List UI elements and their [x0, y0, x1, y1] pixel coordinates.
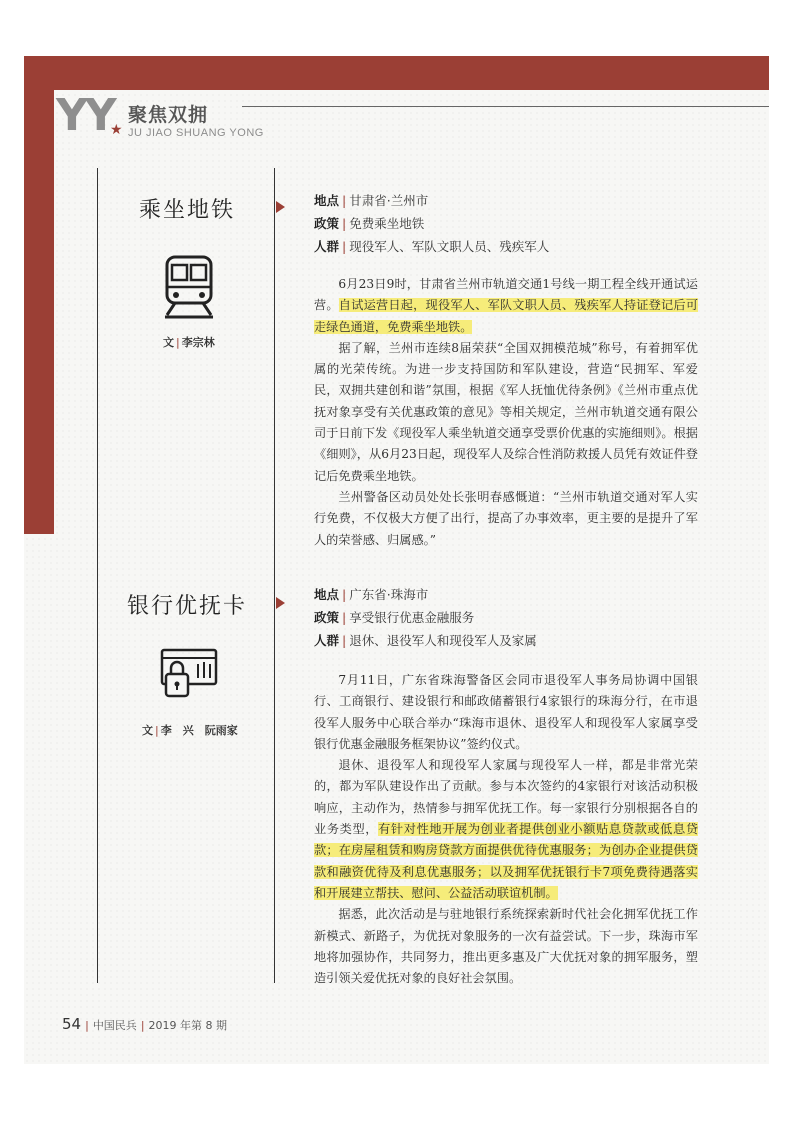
page-number: 54 — [62, 1015, 82, 1033]
meta-key: 地点 — [314, 193, 340, 208]
meta-location: 地点 | 甘肃省·兰州市 — [314, 193, 429, 208]
byline-author: 李宗林 — [181, 336, 215, 349]
article-title: 乘坐地铁 — [138, 198, 235, 223]
highlighted-text: 有针对性地开展为创业者提供创业小额贴息贷款或低息贷款；在房屋租赁和购房贷款方面提供优待优惠服务；为创办企业提供贷款和融资优待及利息优惠服务；以及拥军优抚银行卡7项免费待遇落实和开展建立帮扶、慰问、公益活动联谊机制。 — [314, 822, 699, 900]
paragraph: 兰州警备区动员处处长张明春感慨道：“兰州市轨道交通对军人实行免费，不仅极大方便了出行，提高了办事效率，更主要的是提升了军人的荣誉感、归属感。” — [314, 489, 698, 547]
magazine-name: 中国民兵 — [92, 1019, 137, 1032]
meta-location: 地点 | 广东省·珠海市 — [314, 587, 429, 602]
byline: 文 | 李宗林 — [163, 336, 215, 349]
meta-audience: 人群 | 现役军人、军队文职人员、残疾军人 — [314, 239, 550, 254]
issue-label: 2019 年第 8 期 — [148, 1019, 228, 1032]
meta-value: 退休、退役军人和现役军人及家属 — [349, 633, 537, 648]
star-icon: ★ — [110, 122, 123, 138]
meta-key: 人群 — [314, 239, 340, 254]
meta-key: 人群 — [314, 633, 340, 648]
article-meta — [314, 583, 537, 652]
section-title: 聚焦双拥 — [128, 104, 209, 126]
byline-label: 文 — [142, 724, 153, 737]
right-column-rule — [274, 168, 275, 983]
paragraph: 据了解，兰州市连续8届荣获“全国双拥模范城”称号，有着拥军优属的光荣传统。为进一步支持国防和军队建设，营造“民拥军、军爱民，双拥共建创和谐”氛围，根据《军人抚恤优待条例》《兰州市重点优抚对象享受有关优惠政策的意见》等相关规定，兰州市轨道交通有限公司于日前下发《现役军人乘坐轨道交通享受票价优惠的实施细则》。根据《细则》，从6月23日起，现役军人及综合性消防救援人员凭有效证件登记后免费乘坐地铁。 — [314, 340, 698, 483]
highlighted-text: 自试运营日起，现役军人、军队文职人员、残疾军人持证登记后可走绿色通道，免费乘坐地铁。 — [314, 298, 699, 334]
paragraph: 7月11日，广东省珠海警备区会同市退役军人事务局协调中国银行、工商银行、建设银行和邮政储蓄银行4家银行的珠海分行，在市退役军人服务中心联合举办“珠海市退休、退役军人和现役军人家属享受银行优惠金融服务框架协议”签约仪式。 — [314, 673, 698, 751]
meta-value: 广东省·珠海市 — [349, 587, 429, 602]
article-meta — [314, 189, 549, 258]
meta-value: 现役军人、军队文职人员、残疾军人 — [349, 239, 550, 254]
section-logo: YY — [56, 90, 114, 141]
bank-card-icon — [160, 648, 218, 704]
byline-label: 文 — [163, 336, 174, 349]
meta-key: 地点 — [314, 587, 340, 602]
meta-key: 政策 — [314, 216, 340, 231]
section-subtitle: JU JIAO SHUANG YONG — [128, 127, 264, 139]
article-body — [314, 670, 698, 989]
paragraph-text: 6月23日9时，甘肃省兰州市轨道交通1号线一期工程全线开通试运营。 — [314, 277, 698, 313]
meta-value: 享受银行优惠金融服务 — [349, 610, 475, 625]
article-title: 银行优抚卡 — [126, 594, 247, 619]
meta-key: 政策 — [314, 610, 340, 625]
paragraph — [314, 274, 698, 338]
paragraph: 据悉，此次活动是与驻地银行系统探索新时代社会化拥军优抚工作新模式、新路子，为优抚对象服务的一次有益尝试。下一步，珠海市军地将加强协作，共同努力，推出更多惠及广大优抚对象的拥军服务，塑造引领关爱优抚对象的良好社会氛围。 — [314, 907, 698, 986]
article-body — [314, 274, 698, 551]
paragraph-text: 退休、退役军人和现役军人家属与现役军人一样，都是非常光荣的，都为军队建设作出了贡献。参与本次签约的4家银行对该活动积极响应，主动作为，热情参与拥军优抚工作。每一家银行分别根据各自的业务类型， — [314, 758, 698, 837]
meta-policy: 政策 | 免费乘坐地铁 — [314, 216, 425, 231]
meta-value: 免费乘坐地铁 — [349, 216, 425, 231]
title-arrow-icon — [276, 597, 285, 609]
meta-value: 甘肃省·兰州市 — [349, 193, 429, 208]
meta-policy: 政策 | 享受银行优惠金融服务 — [314, 610, 475, 625]
page-footer: 54 | 中国民兵 | 2019 年第 8 期 — [62, 1015, 228, 1033]
side-red-band — [24, 56, 54, 534]
header-rule — [242, 106, 769, 107]
subway-train-icon — [163, 255, 215, 325]
title-arrow-icon — [276, 201, 285, 213]
left-column-rule — [97, 168, 98, 983]
paragraph — [314, 755, 698, 904]
meta-audience: 人群 | 退休、退役军人和现役军人及家属 — [314, 633, 537, 648]
byline: 文 | 李 兴 阮雨家 — [142, 724, 238, 737]
header-red-band — [24, 56, 769, 90]
byline-author: 李 兴 阮雨家 — [160, 724, 238, 737]
